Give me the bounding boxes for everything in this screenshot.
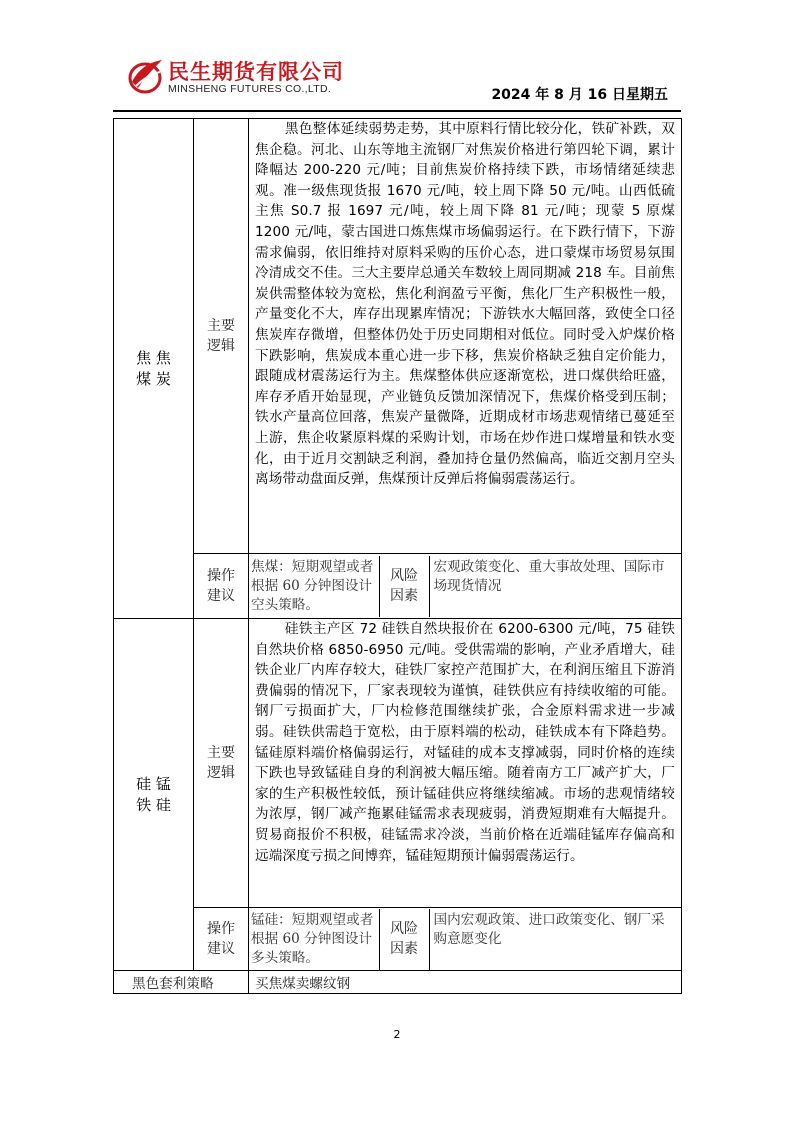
section-row-alloy-logic	[114, 619, 682, 908]
ops-risk-cell	[249, 554, 682, 619]
ops-risk-cell	[249, 908, 682, 971]
company-logo	[126, 56, 366, 102]
risk-label-cell	[379, 556, 429, 617]
logic-text-cell	[249, 119, 682, 554]
section-row-coke-logic	[114, 119, 682, 554]
company-name-en: MINSHENG FUTURES CO.,LTD.	[168, 83, 332, 95]
section-row-coke-ops	[114, 554, 682, 619]
category-line: 铁 硅	[136, 795, 171, 814]
logic-label: 主要	[207, 745, 235, 761]
company-name-cn: 民生期货有限公司	[168, 60, 344, 84]
category-line: 硅 锰	[136, 774, 171, 793]
category-line: 煤 炭	[136, 369, 171, 388]
category-cell	[114, 119, 194, 619]
logic-text-cell	[249, 619, 682, 908]
arbitrage-text: 买焦煤卖螺纹钢	[249, 971, 682, 994]
ops-text: 锰硅：短期观望或者根据 60 分钟图设计多头策略。	[251, 911, 374, 966]
ops-text: 焦煤：短期观望或者根据 60 分钟图设计空头策略。	[251, 558, 374, 613]
risk-label-cell	[379, 909, 429, 970]
strategy-table	[113, 118, 682, 994]
page-number: 2	[393, 1028, 401, 1041]
risk-label: 因素	[390, 588, 418, 604]
minsheng-logo-icon	[126, 56, 164, 96]
logic-text: 黑色整体延续弱势走势，其中原料行情比较分化，铁矿补跌，双焦企稳。河北、山东等地主流钢厂对焦炭价格进行第四轮下调，累计降幅达 200-220 元/吨；目前焦炭价格持续下跌，市场情绪延续悲观。准一级焦现货报 1670 元/吨，较上周下降 50 元/吨。山西低硫主焦 S0.7 报 1697 元/吨，较上周下降 81 元/吨；现蒙 5 原煤 1200 元/吨，蒙古国进口炼焦煤市场偏弱运行。在下跌行情下，下游需求偏弱，依旧维持对原料采购的压价心态，进口蒙煤市场贸易氛围冷清成交不佳。三大主要岸总通关车数较上周同期减 218 车。目前焦炭供需整体较为宽松，焦化利润盈亏平衡，焦化厂生产积极性一般，产量变化不大，库存出现累库情况；下游铁水大幅回落，致使全口径焦炭库存微增，但整体仍处于历史同期相对低位。同时受入炉煤价格下跌影响，焦炭成本重心进一步下移，焦炭价格缺乏独自定价能力，跟随成材震荡运行为主。焦煤整体供应逐渐宽松，进口煤供给旺盛，库存矛盾开始显现，产业链负反馈加深情况下，焦煤价格受到压制；铁水产量高位回落，焦炭产量微降，近期成材市场悲观情绪已蔓延至上游，焦企收紧原料煤的采购计划，市场在炒作进口煤增量和铁水变化，由于近月交割缺乏利润，叠加持仓量仍然偏高，临近交割月空头离场带动盘面反弹，焦煤预计反弹后将偏弱震荡运行。	[255, 121, 675, 488]
logic-label: 逻辑	[207, 338, 235, 354]
category-line: 焦 焦	[136, 348, 171, 367]
ops-label-cell	[194, 554, 249, 619]
arbitrage-row	[114, 971, 682, 994]
ops-label: 建议	[207, 588, 235, 604]
ops-label-cell	[194, 908, 249, 971]
ops-label: 建议	[207, 941, 235, 957]
ops-label: 操作	[207, 921, 235, 937]
arbitrage-label: 黑色套利策略	[114, 971, 249, 994]
category-cell	[114, 619, 194, 971]
logic-text: 硅铁主产区 72 硅铁自然块报价在 6200-6300 元/吨，75 硅铁自然块价格 6850-6950 元/吨。受供需端的影响，产业矛盾增大，硅铁企业厂内库存较大，硅铁厂家控产范围扩大，在利润压缩且下游消费偏弱的情况下，厂家表现较为谨慎，硅铁供应有持续收缩的可能。钢厂亏损面扩大，厂内检修范围继续扩张，合金原料需求进一步减弱。硅铁供需趋于宽松，由于原料端的松动，硅铁成本有下降趋势。锰硅原料端价格偏弱运行，对锰硅的成本支撑减弱，同时价格的连续下跌也导致锰硅自身的利润被大幅压缩。随着南方工厂减产扩大，厂家的生产积极性较低，预计锰硅供应将继续缩减。市场的悲观情绪较为浓厚，钢厂减产拖累硅锰需求表现疲弱，消费短期难有大幅提升。贸易商报价不积极，硅锰需求冷淡，当前价格在近端硅锰库存偏高和远端深度亏损之间博弈，锰硅短期预计偏弱震荡运行。	[255, 621, 675, 864]
logic-label: 逻辑	[207, 765, 235, 781]
ops-label: 操作	[207, 568, 235, 584]
logic-label-cell	[194, 619, 249, 908]
section-row-alloy-ops	[114, 908, 682, 971]
header-divider	[113, 110, 681, 112]
logic-label-cell	[194, 119, 249, 554]
logic-label: 主要	[207, 318, 235, 334]
risk-text: 宏观政策变化、重大事故处理、国际市场现货情况	[429, 556, 681, 617]
risk-label: 风险	[390, 921, 418, 937]
risk-text: 国内宏观政策、进口政策变化、钢厂采购意愿变化	[429, 909, 681, 970]
risk-label: 风险	[390, 568, 418, 584]
report-date: 2024 年 8 月 16 日星期五	[491, 87, 668, 103]
risk-label: 因素	[390, 941, 418, 957]
